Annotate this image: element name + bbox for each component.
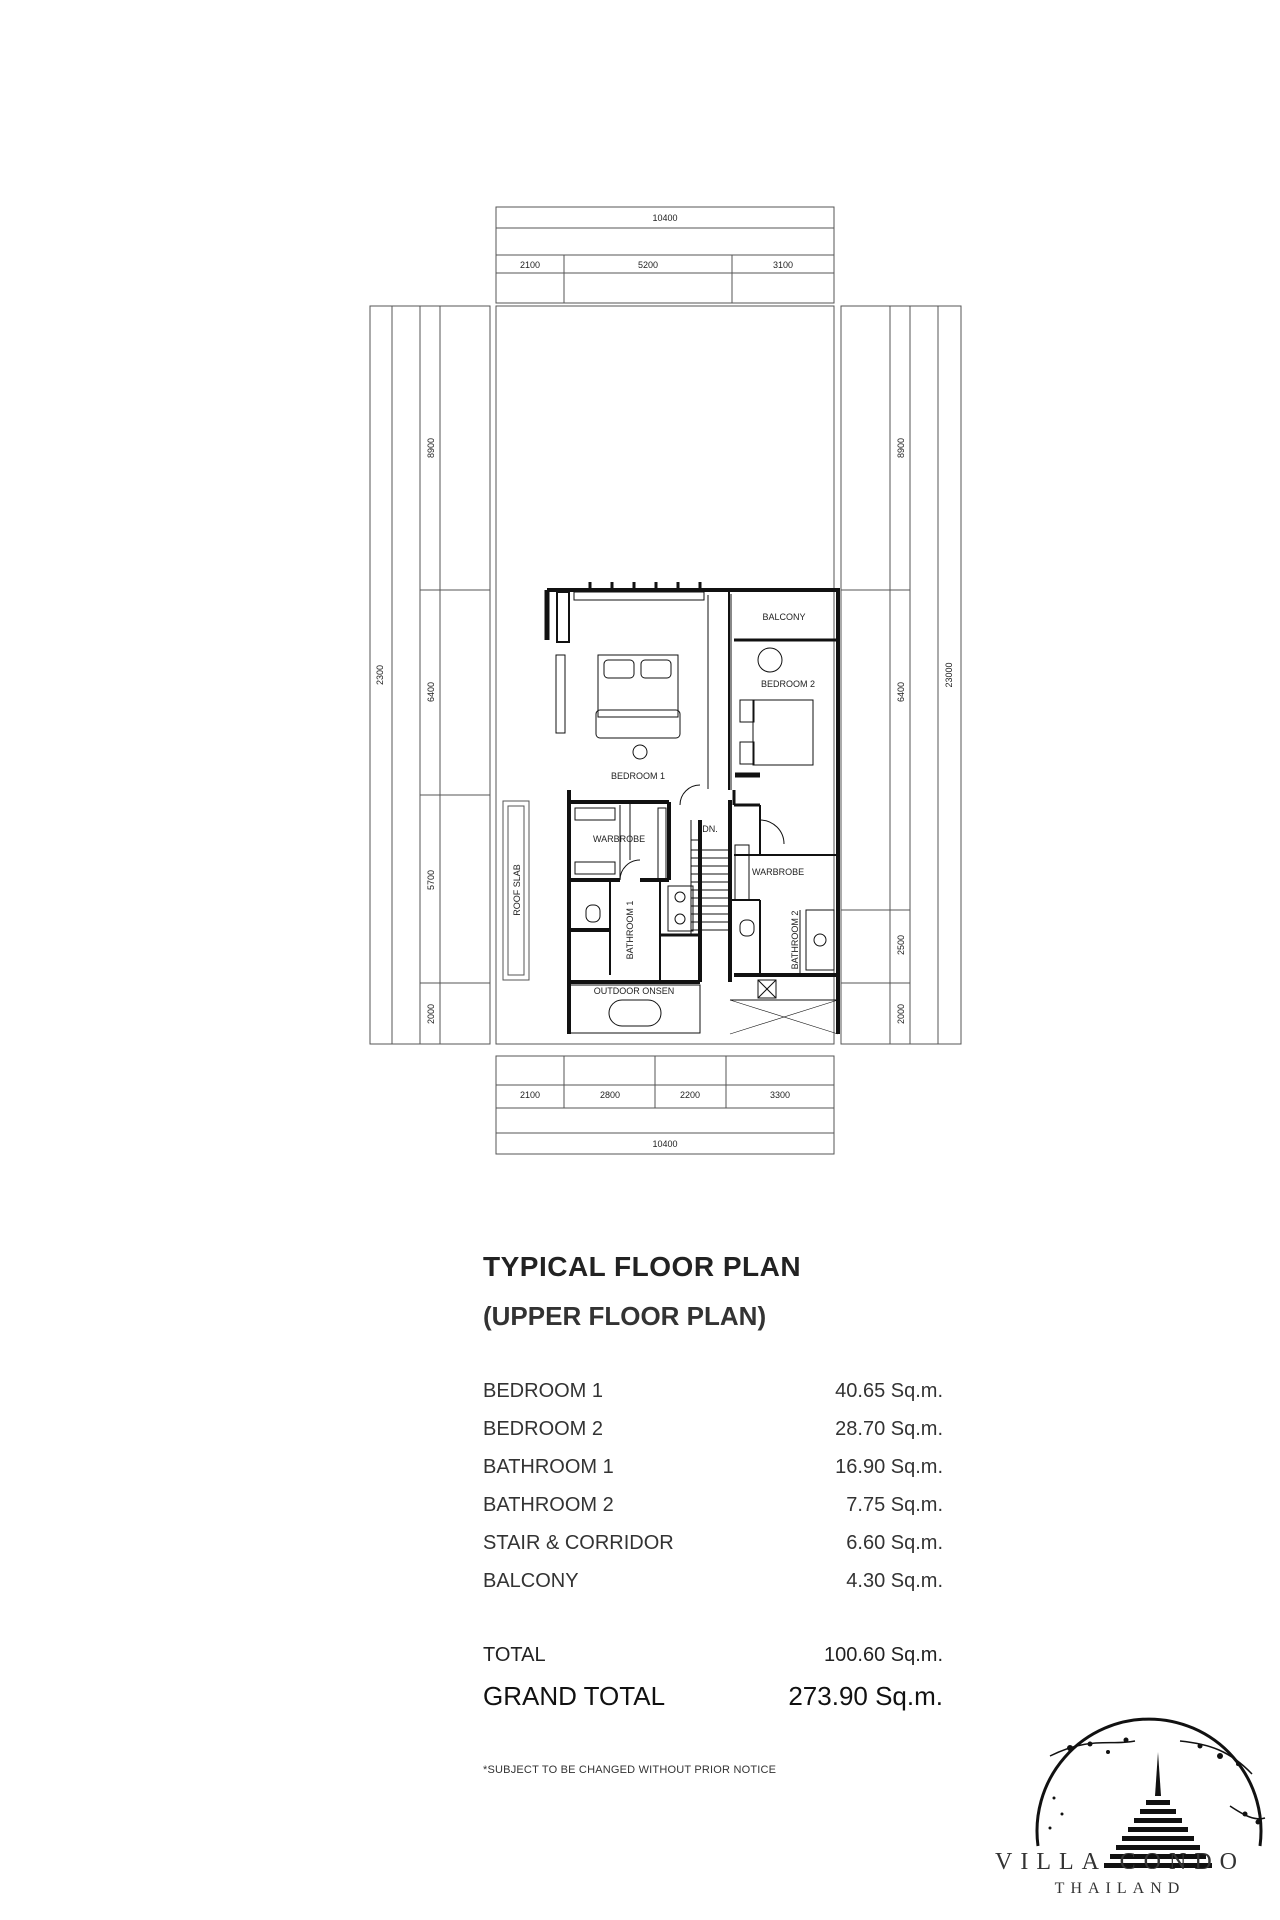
grand-total-value: 273.90 Sq.m. bbox=[788, 1680, 943, 1711]
bottom-dim-segment-3: 2200 bbox=[679, 1090, 701, 1100]
room-label-bathroom-1: BATHROOM 1 bbox=[625, 900, 635, 960]
area-value: 7.75 Sq.m. bbox=[846, 1493, 943, 1516]
left-dim-total: 2300 bbox=[375, 664, 385, 686]
left-dim-segment-1: 8900 bbox=[426, 437, 436, 459]
total-value: 100.60 Sq.m. bbox=[824, 1643, 943, 1666]
area-value: 6.60 Sq.m. bbox=[846, 1531, 943, 1554]
top-dim-segment-1: 2100 bbox=[519, 260, 541, 270]
brand-name-block bbox=[960, 1848, 1280, 1900]
area-name: STAIR & CORRIDOR bbox=[483, 1531, 674, 1554]
room-label-dn: DN. bbox=[702, 824, 718, 834]
room-label-bedroom-1: BEDROOM 1 bbox=[610, 771, 666, 781]
total-row bbox=[483, 1636, 943, 1674]
right-dim-segment-4: 2000 bbox=[896, 1003, 906, 1025]
room-label-outdoor-onsen: OUTDOOR ONSEN bbox=[593, 986, 675, 996]
area-schedule bbox=[483, 1250, 943, 1776]
page-subtitle: (UPPER FLOOR PLAN) bbox=[483, 1301, 767, 1331]
area-list bbox=[483, 1372, 943, 1600]
area-value: 28.70 Sq.m. bbox=[835, 1417, 943, 1440]
room-label-roof-slab: ROOF SLAB bbox=[512, 864, 522, 916]
brand-subtitle: THAILAND bbox=[1054, 1880, 1186, 1897]
brand-name: VILLA CONDO bbox=[995, 1849, 1245, 1875]
area-name: BEDROOM 2 bbox=[483, 1417, 604, 1440]
room-label-bedroom-2: BEDROOM 2 bbox=[760, 679, 816, 689]
area-value: 4.30 Sq.m. bbox=[846, 1569, 943, 1592]
grand-total-label: GRAND TOTAL bbox=[483, 1680, 666, 1711]
area-value: 16.90 Sq.m. bbox=[835, 1455, 943, 1478]
disclaimer-note: *SUBJECT TO BE CHANGED WITHOUT PRIOR NOTICE bbox=[483, 1764, 777, 1776]
bottom-dim-segment-2: 2800 bbox=[599, 1090, 621, 1100]
top-dim-total: 10400 bbox=[652, 213, 678, 223]
grand-total-row bbox=[483, 1674, 943, 1718]
top-dim-segment-3: 3100 bbox=[772, 260, 794, 270]
room-label-balcony: BALCONY bbox=[762, 612, 806, 622]
left-dim-segment-3: 5700 bbox=[426, 869, 436, 891]
total-block bbox=[483, 1636, 943, 1674]
right-dim-total: 23000 bbox=[944, 662, 954, 688]
area-name: BALCONY bbox=[483, 1569, 579, 1592]
left-dim-segment-4: 2000 bbox=[426, 1003, 436, 1025]
area-row-bedroom-1 bbox=[483, 1372, 943, 1410]
page-title: TYPICAL FLOOR PLAN bbox=[483, 1251, 802, 1282]
area-row-stair-corridor bbox=[483, 1524, 943, 1562]
bottom-dim-segment-4: 3300 bbox=[769, 1090, 791, 1100]
top-dim-segment-2: 5200 bbox=[637, 260, 659, 270]
area-row-bathroom-2 bbox=[483, 1486, 943, 1524]
grand-total-block bbox=[483, 1674, 943, 1718]
right-dim-segment-2: 6400 bbox=[896, 681, 906, 703]
area-row-balcony bbox=[483, 1562, 943, 1600]
right-dim-segment-3: 2500 bbox=[896, 934, 906, 956]
area-row-bedroom-2 bbox=[483, 1410, 943, 1448]
area-name: BEDROOM 1 bbox=[483, 1379, 604, 1402]
left-dim-segment-2: 6400 bbox=[426, 681, 436, 703]
area-name: BATHROOM 2 bbox=[483, 1493, 614, 1516]
area-value: 40.65 Sq.m. bbox=[835, 1379, 943, 1402]
right-dim-segment-1: 8900 bbox=[896, 437, 906, 459]
room-label-warbrobe-1: WARBROBE bbox=[593, 834, 646, 844]
total-label: TOTAL bbox=[483, 1643, 546, 1666]
bottom-dim-total: 10400 bbox=[652, 1139, 678, 1149]
room-label-bathroom-2: BATHROOM 2 bbox=[790, 910, 800, 970]
room-label-warbrobe-2: WARBROBE bbox=[752, 867, 805, 877]
area-name: BATHROOM 1 bbox=[483, 1455, 614, 1478]
area-row-bathroom-1 bbox=[483, 1448, 943, 1486]
bottom-dim-segment-1: 2100 bbox=[519, 1090, 541, 1100]
